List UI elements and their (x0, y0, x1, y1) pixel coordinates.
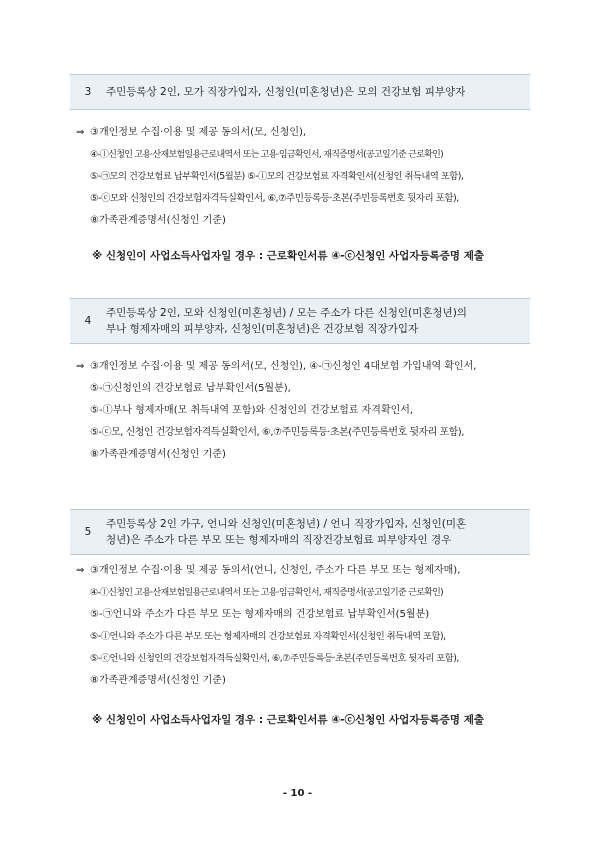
section-4-title-line: 주민등록상 2인, 모와 신청인(미혼청년) / 모는 주소가 다른 신청인(미혼청년)의 (106, 307, 467, 319)
arrow-icon: ⇒ (76, 361, 85, 372)
doc-line: ⑤-ⓛ언니와 주소가 다른 부모 또는 형제자매의 건강보험료 자격확인서(신청인 취득내역 포함), (90, 631, 446, 642)
doc-line: ⑤-㉠언니와 주소가 다른 부모 또는 형제자매의 건강보험료 납부확인서(5월분) (90, 609, 430, 620)
section-5-documents (76, 560, 546, 692)
doc-line: ⑤-㉠모의 건강보험료 납부확인서(5월분) ⑤-ⓛ모의 건강보험료 자격확인서(신청인 취득내역 포함), (90, 171, 464, 182)
doc-line: ⇒ ③개인정보 수집·이용 및 제공 동의서(모, 신청인), ④-㉠신청인 4대보험 가입내역 확인서, (76, 356, 546, 378)
section-5-note: ※ 신청인이 사업소득사업자일 경우 : 근로확인서류 ④-ⓒ신청인 사업자등록증명 제출 (92, 714, 484, 726)
section-3-note: ※ 신청인이 사업소득사업자일 경우 : 근로확인서류 ④-ⓒ신청인 사업자등록증명 제출 (92, 250, 484, 262)
section-4-title (106, 305, 530, 337)
doc-line: ⑤-ⓒ모, 신청인 건강보험자격득실확인서, ⑥,⑦주민등록등·초본(주민등록번호 뒷자리 포함), (90, 427, 464, 438)
doc-line: ⑤-ⓒ모와 신청인의 건강보험자격득실확인서, ⑥,⑦주민등록등·초본(주민등록번호 뒷자리 포함), (90, 193, 459, 204)
doc-line: ④-ⓛ신청인 고용·산재보험일용근로내역서 또는 고용·임금확인서, 재직증명서(공고일기준 근로확인) (90, 150, 443, 160)
doc-line: ⑤-ⓒ언니와 신청인의 건강보험자격득실확인서, ⑥,⑦주민등록등·초본(주민등록번호 뒷자리 포함), (90, 653, 459, 664)
section-3-title: 주민등록상 2인, 모가 직장가입자, 신청인(미혼청년)은 모의 건강보험 피부양자 (106, 86, 466, 98)
page-number: - 10 - (282, 788, 313, 799)
section-4-header (70, 298, 530, 344)
section-3-number: 3 (84, 86, 92, 98)
doc-line: ⑧가족관계증명서(신청인 기준) (90, 449, 226, 460)
section-5-header (70, 509, 530, 555)
section-4-documents (76, 356, 546, 466)
section-3-documents (76, 122, 546, 232)
arrow-icon: ⇒ (76, 565, 85, 576)
doc-line: ⑧가족관계증명서(신청인 기준) (90, 215, 226, 226)
doc-line: ⇒ ③개인정보 수집·이용 및 제공 동의서(언니, 신청인, 주소가 다른 부모 또는 형제자매), (76, 560, 546, 582)
doc-line: ④-ⓛ신청인 고용·산재보험일용근로내역서 또는 고용·임금확인서, 재직증명서(공고일기준 근로확인) (90, 588, 443, 598)
section-3-header (70, 74, 530, 110)
section-5-number: 5 (84, 526, 92, 538)
arrow-icon: ⇒ (76, 127, 85, 138)
section-5-title-line: 주민등록상 2인 가구, 언니와 신청인(미혼청년) / 언니 직장가입자, 신청인(미혼 (106, 518, 467, 530)
doc-line: ⇒ ③개인정보 수집·이용 및 제공 동의서(모, 신청인), (76, 122, 546, 144)
section-4-number: 4 (84, 315, 92, 327)
doc-line: ⑤-ⓛ부나 형제자매(모 취득내역 포함)와 신청인의 건강보험료 자격확인서, (90, 405, 414, 416)
doc-line: ⑧가족관계증명서(신청인 기준) (90, 675, 226, 686)
section-5-title-line: 청년)은 주소가 다른 부모 또는 형제자매의 직장건강보험료 피부양자인 경우 (106, 534, 452, 546)
doc-line: ⑤-㉠신청인의 건강보험료 납부확인서(5월분), (90, 383, 291, 394)
section-5-title (106, 516, 530, 548)
section-4-title-line: 부나 형제자매의 피부양자, 신청인(미혼청년)은 건강보험 직장가입자 (106, 323, 419, 335)
